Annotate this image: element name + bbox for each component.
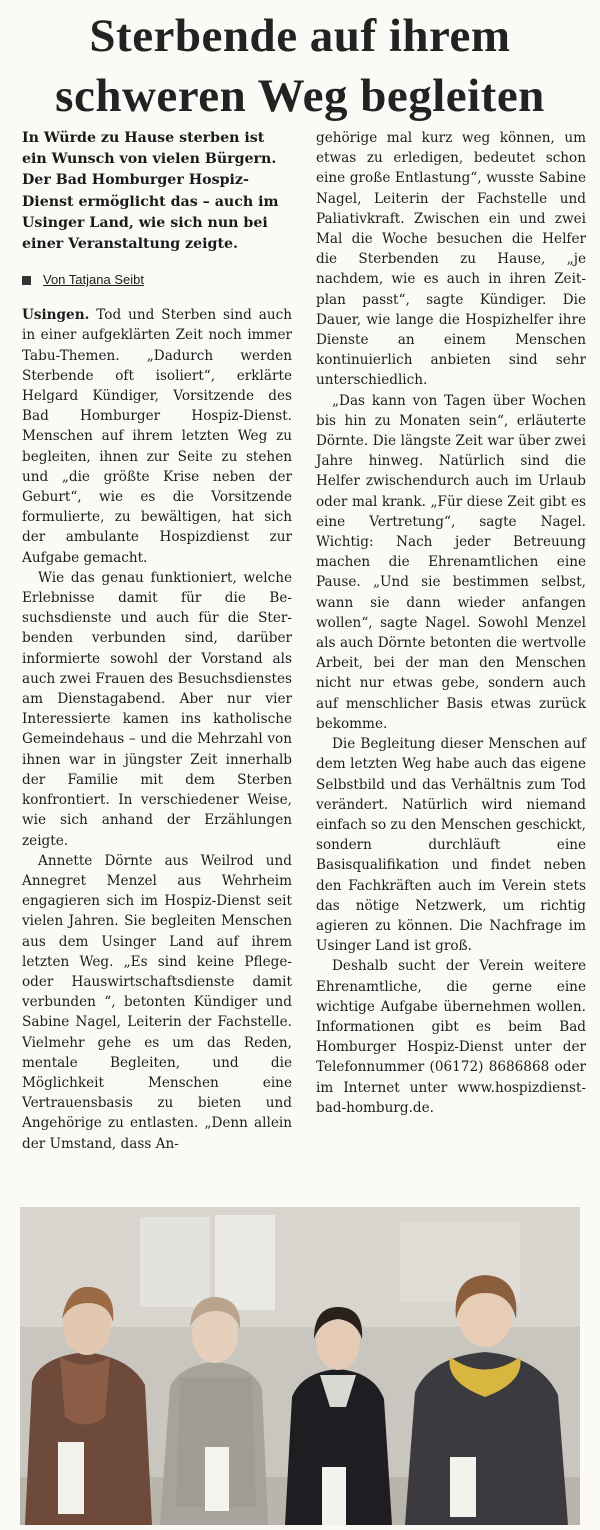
body-paragraph: Annette Dörnte aus Weilrod und Annegret Menzel aus Wehrheim engagieren sich im Hospiz-Dienst seit vielen Jahren. Sie begleiten Menschen aus dem Usinger Land auf ihrem letzten Weg. „Es sind keine Pflege- oder Hauswirtschaftsdienste damit verbunden “, betonten Kündiger und Sabine Nagel, Leiterin der Fachstelle. Vielmehr gehe es um das Reden, mentale Begleiten, und die Möglichkeit Menschen eine Vertrauensbasis zu bieten und Angehörige zu entlasten. „Denn allein der Umstand, dass An-	[22, 852, 292, 1152]
headline-line-1: Sterbende auf ihrem	[89, 10, 511, 62]
byline-square-icon	[22, 276, 31, 285]
body-paragraph: gehörige mal kurz weg können, um etwas zu erledigen, bedeutet schon eine große Entlastung“, wusste Sabine Nagel, Leiterin der Fachstelle und Paliativkraft. Zwischen ein und zwei Mal die Woche besuchen die Helfer die Sterbenden zu Hause, „je nachdem, wie es auch in ihren Zeitplan passt“, sagte Kündiger. Die Dauer, wie lange die Hospizhelfer ihre Dienste an einem Menschen kontinuierlich anbieten sind sehr unterschiedlich.	[316, 130, 586, 389]
article-photo	[20, 1207, 580, 1525]
byline-author: Von Tatjana Seibt	[43, 272, 144, 288]
body-text: Tod und Sterben sind auch in einer aufgeklärten Zeit noch immer Tabu-Themen. „Dadurch werden Sterbende oft isoliert“, erklärte Helgard Kündiger, Vorsitzende des Bad Homburger Hospiz-Dienst. Menschen auf ihrem letzten Weg zu begleiten, ihnen zur Seite zu stehen und „die größte Krise neben der Geburt“, wie es die Vorsitzende formulierte, zu bewältigen, hat sich der ambulante Hospizdienst zur Aufgabe gemacht.	[22, 307, 292, 566]
body-paragraph: Die Begleitung dieser Menschen auf dem letzten Weg habe auch das eigene Selbstbild und das Verhältnis zum Tod verändert. Natürlich wird niemand einfach so zu den Menschen geschickt, sondern durchläuft eine Basisqualifikation und findet neben den Fachkräften auch im Verein stets das nötige Netzwerk, um richtig agieren zu können. Die Nachfrage im Usinger Land ist groß.	[316, 736, 586, 955]
photo-illustration	[20, 1207, 580, 1525]
body-paragraph: Wie das genau funktioniert, welche Erlebnisse damit für die Besuchsdienste und auch für die Sterbenden verbunden sind, darüber informierte sowohl der Vorstand als auch zwei Frauen des Besuchsdienstes am Dienstagabend. Aber nur vier Interessierte kamen ins katholische Gemeindehaus – und die Mehrzahl von ihnen war in jüngster Zeit innerhalb der Familie mit dem Sterben konfrontiert. In verschiedener Weise, wie sich anhand der Erzählungen zeigte.	[22, 569, 292, 849]
body-paragraph: „Das kann von Tagen über Wochen bis hin zu Monaten sein“, erläuterte Dörnte. Die längste Zeit war über zwei Jahre hinweg. Natürlich sind die Helfer zwischendurch auch im Urlaub oder mal krank. „Für diese Zeit gibt es eine Vertretung“, sagte Nagel. Wichtig: Nach jeder Betreuung machen die Ehrenamtlichen eine Pause. „Und sie bestimmen selbst, wann sie dann wieder anfangen wollen“, sagte Nagel. Sowohl Menzel als auch Dörnte betonten die wertvolle Arbeit, bei der man den Menschen nicht nur etwas gebe, sondern auch auf menschlicher Basis etwas zurück bekomme.	[316, 392, 586, 732]
headline-line-2: schweren Weg begleiten	[55, 70, 545, 122]
byline	[22, 271, 292, 289]
column-right	[316, 128, 586, 1118]
body-paragraph: Deshalb sucht der Verein weitere Ehrenamtliche, die gerne eine wichtige Aufgabe übernehmen wollen. Informationen gibt es beim Bad Homburger Hospiz-Dienst unter der Telefonnummer (06172) 8686868 oder im Internet unter www.hospizdienst-bad-homburg.de.	[316, 958, 586, 1116]
lead-paragraph: In Würde zu Hause sterben ist ein Wunsch von vielen Bürgern. Der Bad Homburger Hospiz-Dienst ermöglicht das – auch im Usinger Land, wie sich nun bei einer Veranstaltung zeigte.	[22, 130, 279, 253]
dateline: Usingen.	[22, 307, 90, 324]
body-paragraph	[22, 305, 292, 568]
column-left	[22, 128, 292, 1154]
headline	[0, 6, 600, 126]
